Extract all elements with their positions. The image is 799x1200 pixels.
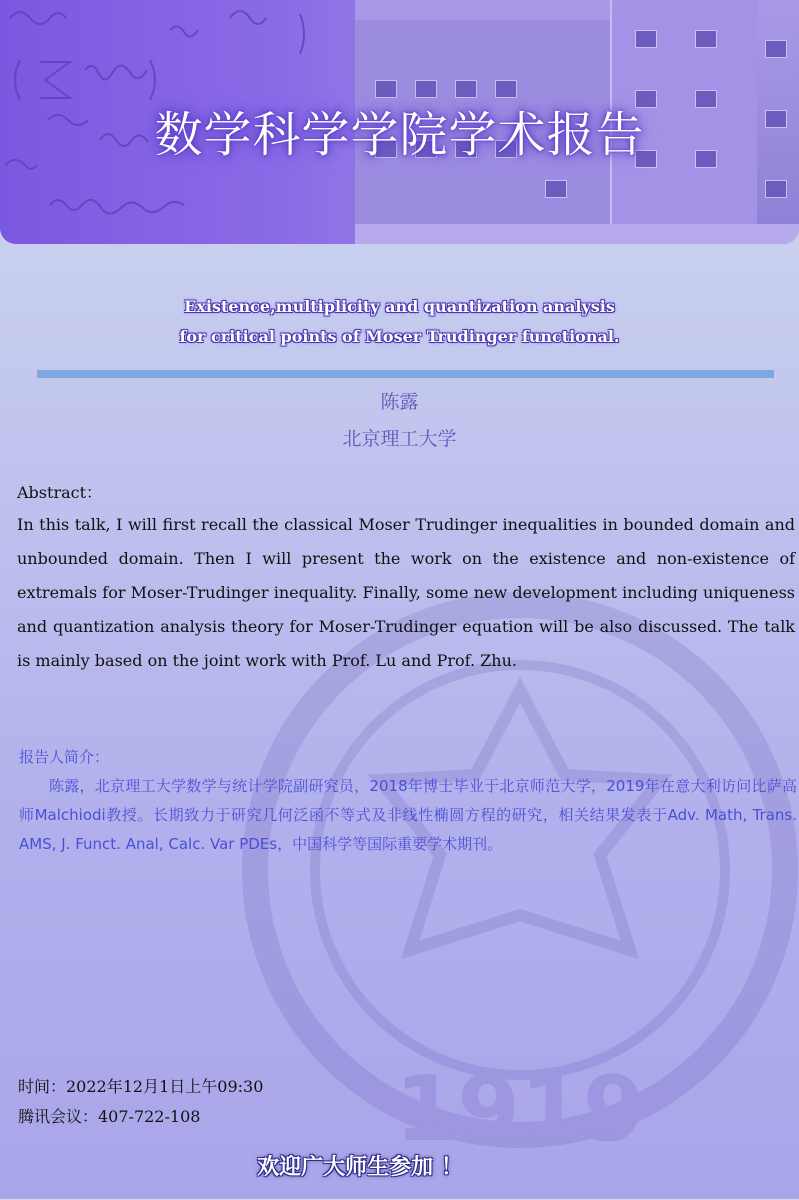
speaker-affiliation: 北京理工大学: [342, 428, 457, 450]
welcome-message: 欢迎广大师生参加 ！: [257, 1155, 463, 1180]
window: [545, 180, 567, 198]
talk-title-line2: for critical points of Moser Trudinger functional.: [179, 327, 620, 346]
talk-title: [0, 292, 799, 352]
bio-text: 陈露，北京理工大学数学与统计学院副研究员，2018年博士毕业于北京师范大学，2019年在意大利访问比萨高师Malchiodi教授。长期致力于研究几何泛函不等式及非线性椭圆方程的研究，相关结果发表于Adv. Math, Trans. AMS, J. Funct. Anal, Calc. Var PDEs，中国科学等国际重要学术期刊。: [19, 777, 797, 853]
abstract-label: Abstract：: [17, 483, 103, 502]
header-banner: [0, 0, 799, 244]
seal-year: 1919: [394, 1057, 646, 1162]
event-time: 时间：2022年12月1日上午09:30: [18, 1077, 264, 1096]
ground: [355, 224, 799, 244]
window: [765, 40, 787, 58]
bio-label: 报告人简介：: [19, 748, 110, 766]
meeting-id: 腾讯会议：407-722-108: [18, 1107, 201, 1126]
divider: [37, 370, 774, 378]
page-title: 数学科学学院学术报告: [154, 107, 645, 163]
talk-title-line1: Existence,multiplicity and quantization analysis: [184, 297, 615, 316]
window: [635, 30, 657, 48]
abstract-text: In this talk, I will first recall the classical Moser Trudinger inequalities in bounded domain and unbounded domain. Then I will present the work on the existence and non-existence of extremals for Moser-Trudinger inequality. Finally, some new development including uniqueness and quantization analysis theory for Moser-Trudinger equation will be also discussed. The talk is mainly based on the joint work with Prof. Lu and Prof. Zhu.: [17, 515, 795, 670]
window: [765, 180, 787, 198]
window: [695, 30, 717, 48]
speaker-name: 陈露: [380, 391, 419, 413]
